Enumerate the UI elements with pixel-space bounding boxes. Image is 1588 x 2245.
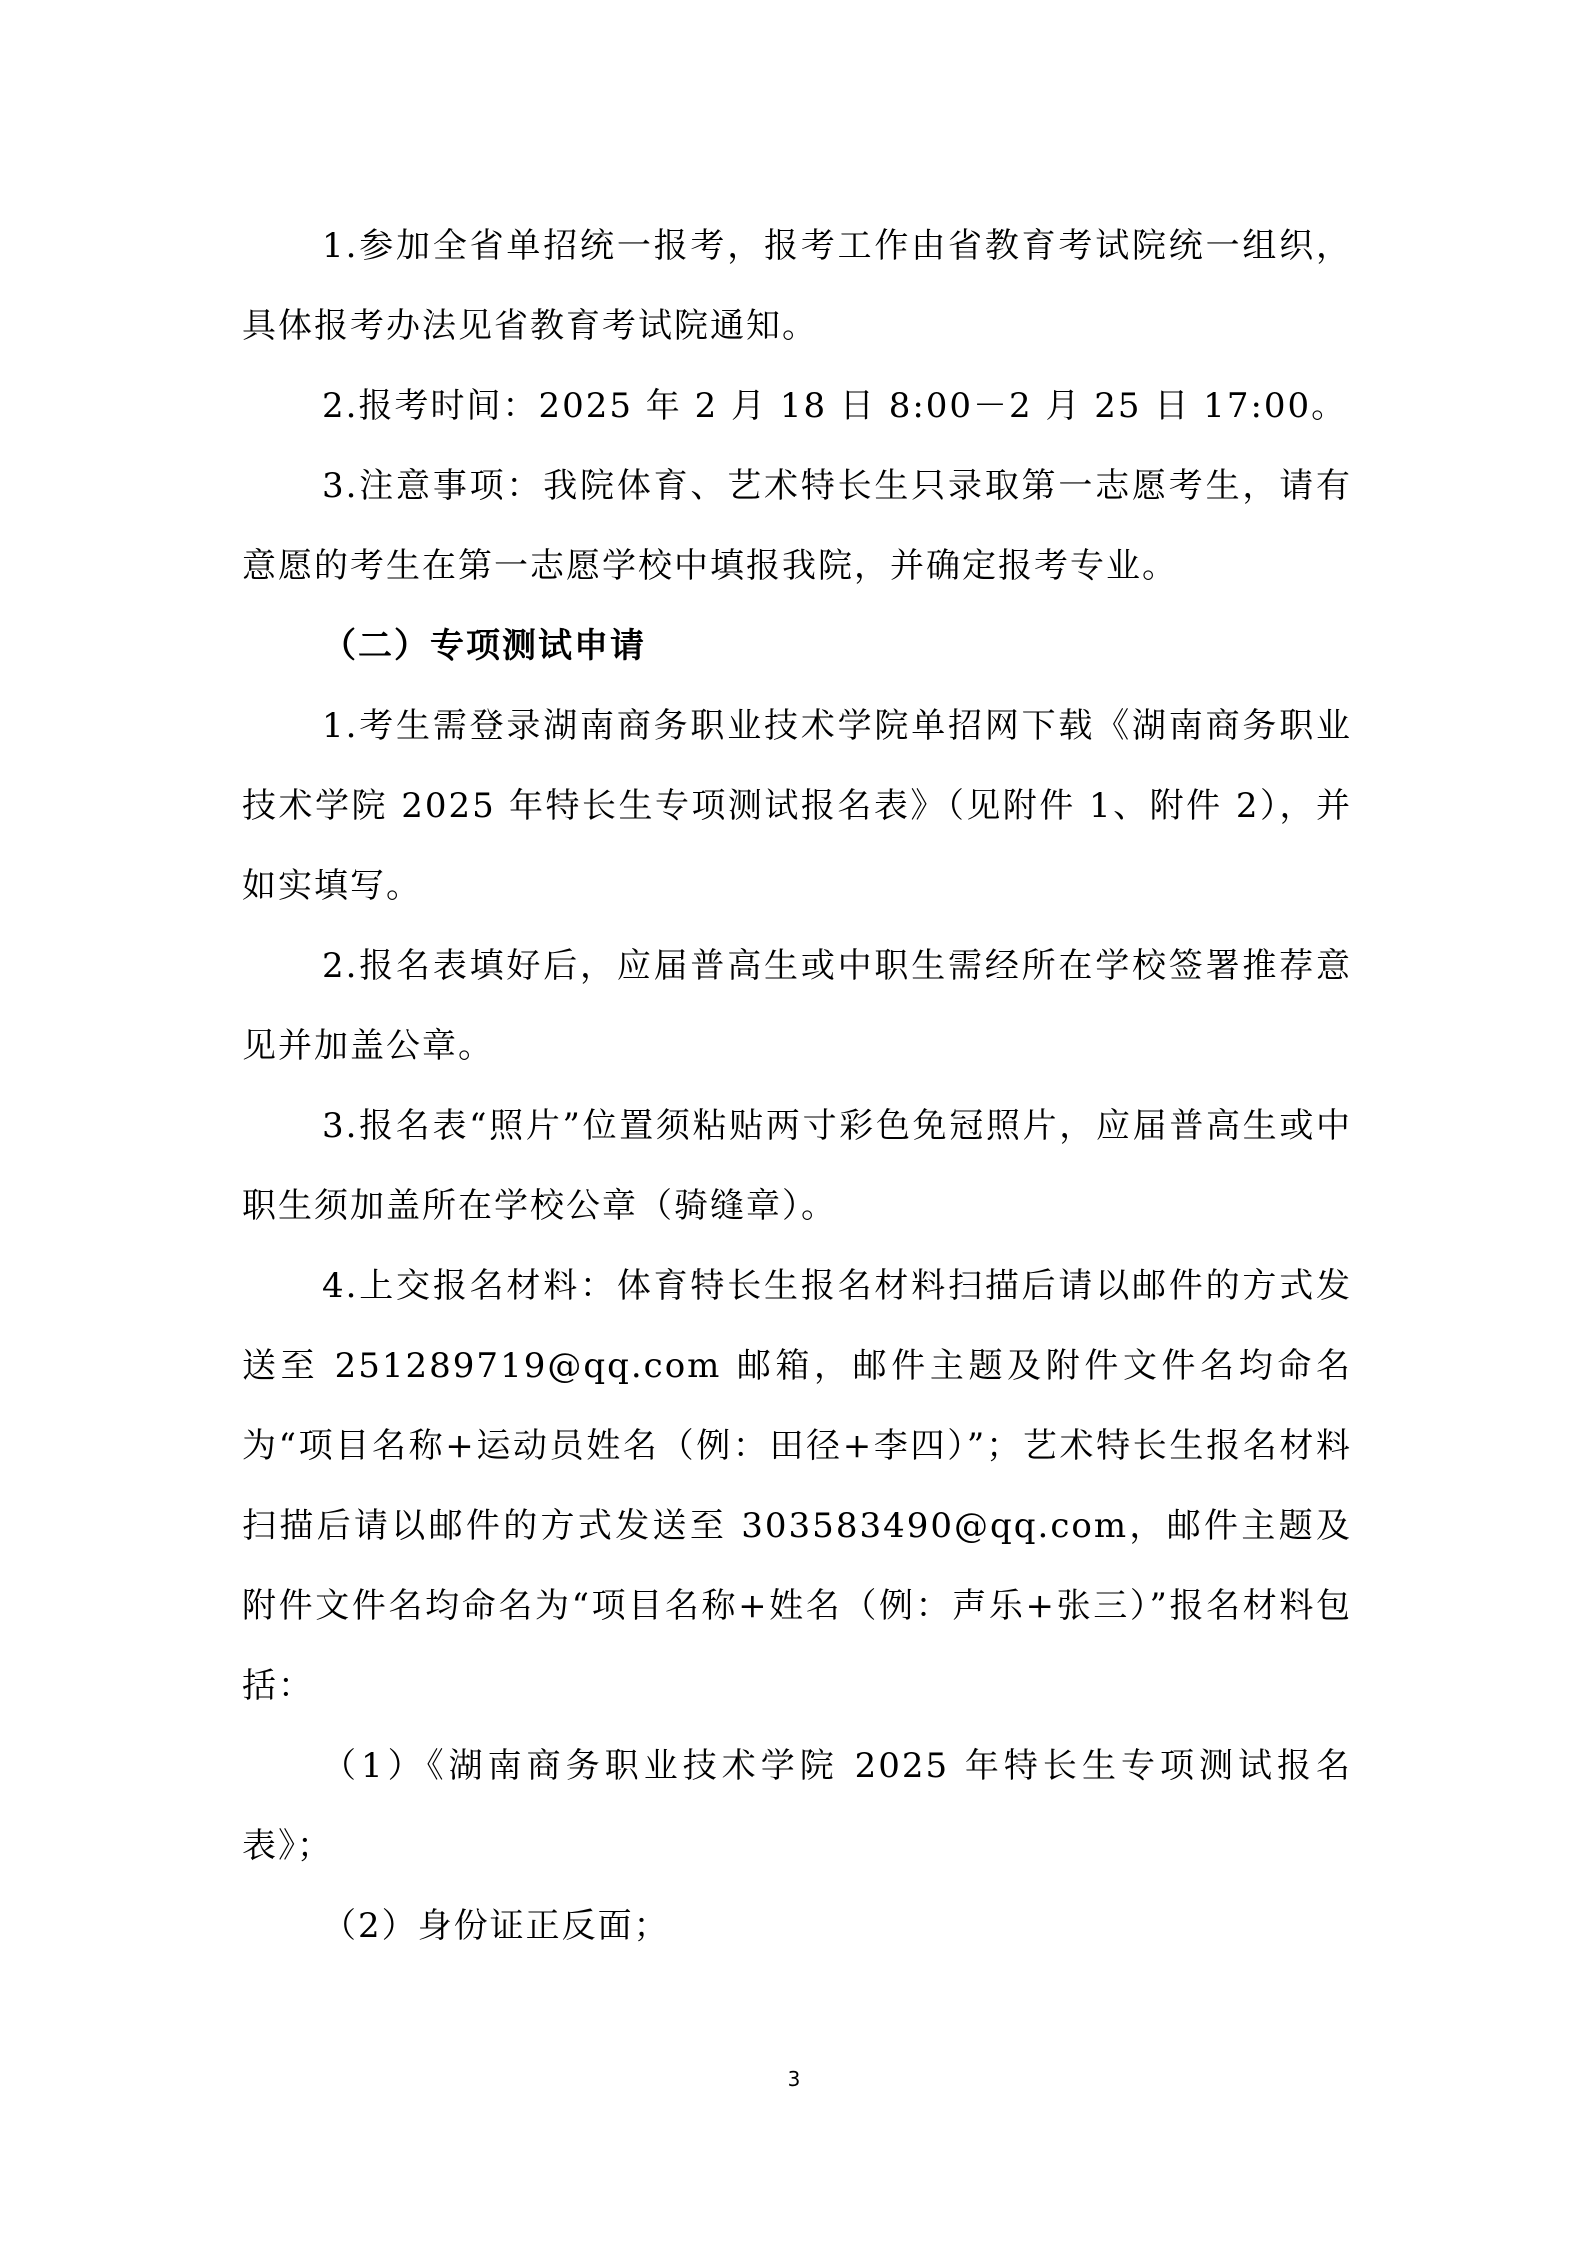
- paragraph-photo-requirement: 3.报名表“照片”位置须粘贴两寸彩色免冠照片，应届普高生或中职生须加盖所在学校公章（骑缝章）。: [242, 1106, 1352, 1226]
- paragraph-notes: 3.注意事项：我院体育、艺术特长生只录取第一志愿考生，请有意愿的考生在第一志愿学校中填报我院，并确定报考专业。: [242, 466, 1352, 586]
- paragraph-school-seal: 2.报名表填好后，应届普高生或中职生需经所在学校签署推荐意见并加盖公章。: [242, 946, 1352, 1066]
- paragraph-registration-unified: 1.参加全省单招统一报考，报考工作由省教育考试院统一组织，具体报考办法见省教育考试院通知。: [242, 226, 1352, 346]
- paragraph-submit-materials: 4.上交报名材料：体育特长生报名材料扫描后请以邮件的方式发送至 251289719@qq.com 邮箱，邮件主题及附件文件名均命名为“项目名称+运动员姓名（例：田径+李四）”；艺术特长生报名材料扫描后请以邮件的方式发送至 303583490@qq.com，邮件主题及附件文件名均命名为“项目名称+姓名（例：声乐+张三）”报名材料包括：: [242, 1266, 1352, 1706]
- section-heading-special-test: （二）专项测试申请: [322, 626, 646, 666]
- page-number: 3: [787, 2067, 801, 2091]
- paragraph-registration-time: 2.报考时间：2025 年 2 月 18 日 8:00－2 月 25 日 17:00。: [322, 386, 1348, 426]
- paragraph-download-form: 1.考生需登录湖南商务职业技术学院单招网下载《湖南商务职业技术学院 2025 年特长生专项测试报名表》（见附件 1、附件 2），并如实填写。: [242, 706, 1352, 906]
- list-item-registration-form: （1）《湖南商务职业技术学院 2025 年特长生专项测试报名表》；: [242, 1746, 1352, 1866]
- document-body: [242, 206, 1352, 1966]
- list-item-id-card: （2）身份证正反面；: [322, 1906, 670, 1946]
